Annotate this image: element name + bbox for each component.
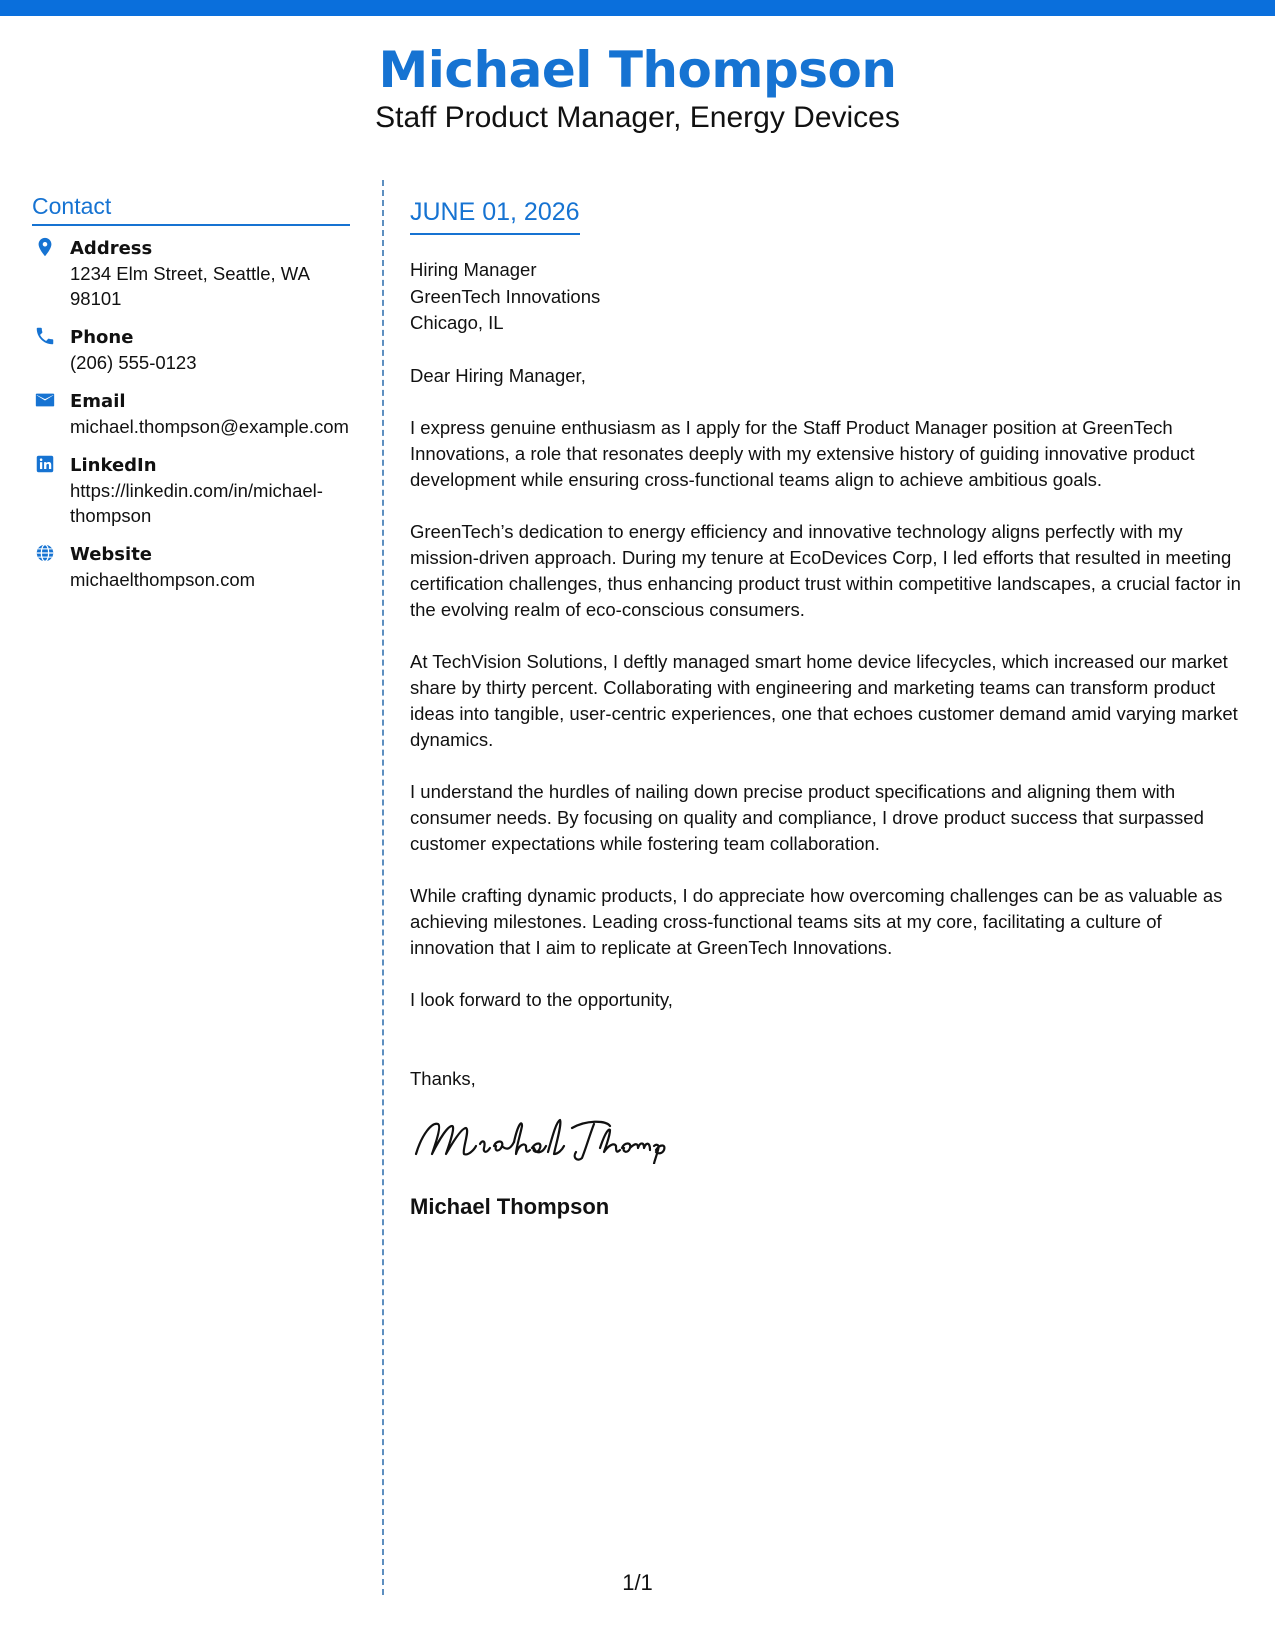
contact-item-email <box>32 389 350 439</box>
contact-list <box>32 236 350 592</box>
body-paragraph: I understand the hurdles of nailing down precise product specifications and aligning them with consumer needs. By focusing on quality and compliance, I drove product success that surpassed customer expectations while fostering team collaboration. <box>410 780 1204 854</box>
column-divider <box>382 180 384 1595</box>
recipient-line: Chicago, IL <box>410 312 504 333</box>
contact-label: Phone <box>70 327 134 348</box>
linkedin-icon <box>34 453 56 475</box>
contact-label: Address <box>70 238 153 259</box>
contact-item-linkedin <box>32 453 350 528</box>
globe-icon <box>34 542 56 564</box>
job-title: Staff Product Manager, Energy Devices <box>375 101 900 134</box>
letter-body <box>410 197 1250 1220</box>
contact-item-phone <box>32 325 350 375</box>
body-paragraph: At TechVision Solutions, I deftly managed smart home device lifecycles, which increased our market share by thirty percent. Collaborating with engineering and marketing teams can transform product ideas into tangible, user-centric experiences, one that echoes customer demand amid varying market dynamics. <box>410 650 1238 750</box>
recipient-block <box>410 257 1250 337</box>
location-pin-icon <box>34 236 56 258</box>
salutation: Dear Hiring Manager, <box>410 364 586 386</box>
contact-item-website <box>32 542 350 592</box>
header <box>0 40 1275 136</box>
contact-heading: Contact <box>32 193 350 226</box>
contact-item-address <box>32 236 350 311</box>
handwritten-signature <box>410 1114 675 1164</box>
website-value[interactable]: michaelthompson.com <box>70 569 256 590</box>
contact-label: Website <box>70 544 153 565</box>
contact-label: Email <box>70 391 126 412</box>
signed-name: Michael Thompson <box>410 1193 610 1219</box>
closing-line: I look forward to the opportunity, <box>410 988 673 1010</box>
letter-date: JUNE 01, 2026 <box>410 197 580 235</box>
email-value[interactable]: michael.thompson@example.com <box>70 416 349 437</box>
address-value: 1234 Elm Street, Seattle, WA 98101 <box>70 263 309 309</box>
contact-sidebar <box>32 193 350 606</box>
envelope-icon <box>34 389 56 411</box>
recipient-line: GreenTech Innovations <box>410 285 601 307</box>
signoff: Thanks, <box>410 1067 476 1089</box>
body-paragraph: GreenTech’s dedication to energy efficiency and innovative technology aligns perfectly with my mission-driven approach. During my tenure at EcoDevices Corp, I led efforts that resulted in meeting certification challenges, thus enhancing product trust within competitive landscapes, a crucial factor in the evolving realm of eco-conscious consumers. <box>410 520 1241 620</box>
phone-value[interactable]: (206) 555-0123 <box>70 352 197 373</box>
contact-label: LinkedIn <box>70 455 157 476</box>
applicant-name: Michael Thompson <box>378 41 897 99</box>
page-number: 1/1 <box>622 1570 653 1595</box>
top-accent-bar <box>0 0 1275 16</box>
linkedin-value[interactable]: https://linkedin.com/in/michael-thompson <box>70 480 323 526</box>
body-paragraph: While crafting dynamic products, I do appreciate how overcoming challenges can be as valuable as achieving milestones. Leading cross-functional teams sits at my core, facilitating a culture of innovation that I aim to replicate at GreenTech Innovations. <box>410 884 1223 958</box>
body-paragraph: I express genuine enthusiasm as I apply for the Staff Product Manager position at GreenTech Innovations, a role that resonates deeply with my extensive history of guiding innovative product development while ensuring cross-functional teams align to achieve ambitious goals. <box>410 416 1195 490</box>
phone-icon <box>34 325 56 347</box>
recipient-line: Hiring Manager <box>410 259 537 280</box>
